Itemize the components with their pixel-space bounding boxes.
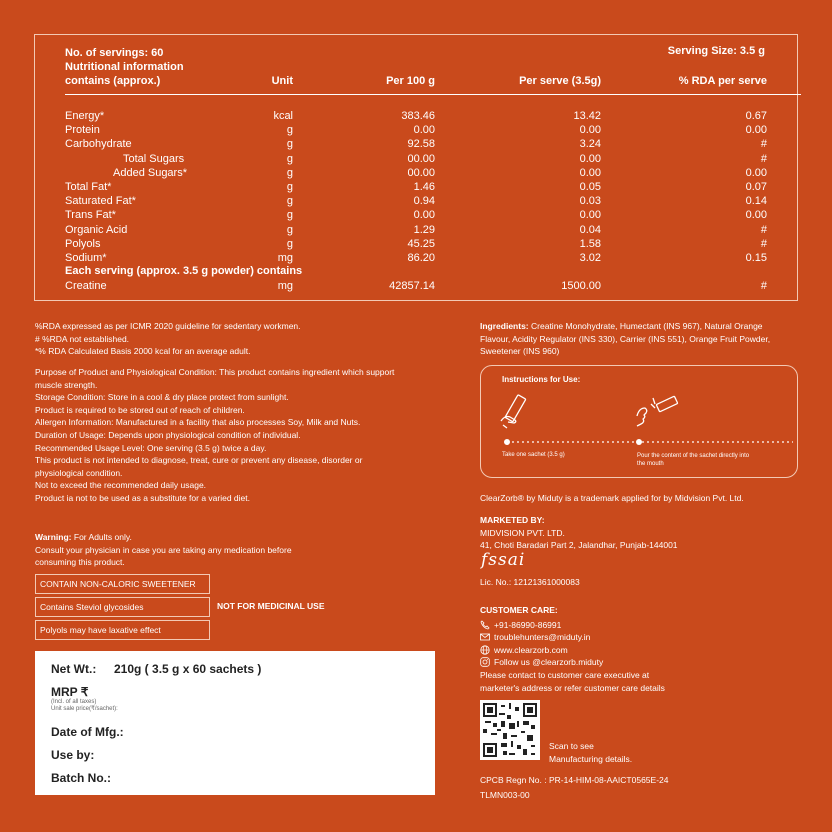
row-per100: 45.25	[407, 237, 435, 250]
instructions-box	[480, 365, 798, 478]
care-email[interactable]	[480, 631, 800, 644]
sachet-pour-icon	[633, 394, 683, 434]
row-unit: mg	[277, 252, 293, 264]
info-line: Allergen Information: Manufactured in a facility that also processes Soy, Milk and Nuts.	[35, 417, 361, 428]
row-per100: 0.94	[413, 195, 435, 208]
nutrition-row	[35, 208, 799, 222]
row-unit: g	[286, 152, 293, 165]
marketed-label: MARKETED BY:	[480, 515, 545, 525]
mfg-date-label: Date of Mfg.:	[51, 725, 124, 739]
row-perserve: 0.00	[579, 166, 601, 179]
care-contact-line: marketer's address or refer customer care details	[480, 682, 665, 693]
nutrition-table	[34, 34, 798, 301]
header-perserve: Per serve (3.5g)	[519, 75, 601, 87]
each-serving-heading: Each serving (approx. 3.5 g powder) contains	[65, 265, 303, 277]
row-name: Energy*	[65, 110, 105, 122]
steviol-box: Contains Steviol glycosides	[35, 597, 210, 617]
servings-count: No. of servings: 60	[65, 47, 164, 59]
row-name: Added Sugars*	[113, 166, 187, 179]
warning-text: For Adults only.	[71, 532, 132, 542]
header-per100: Per 100 g	[386, 75, 435, 87]
product-info	[35, 366, 455, 505]
row-name: Carbohydrate	[65, 138, 132, 151]
nutrition-row	[35, 223, 799, 237]
phone-icon	[480, 620, 490, 630]
info-line: Purpose of Product and Physiological Condition: This product contains ingredient which support	[35, 367, 395, 377]
row-unit: g	[286, 209, 293, 222]
row-per100: 1.29	[413, 223, 435, 236]
row-perserve: 0.05	[579, 181, 601, 193]
qr-icon	[483, 703, 537, 757]
sachet-hand-icon	[495, 391, 535, 431]
globe-icon	[480, 645, 490, 655]
rda-note: # %RDA not established.	[35, 333, 130, 344]
company-address: 41, Choti Baradari Part 2, Jalandhar, Punjab-144001	[480, 540, 678, 551]
row-name: Total Sugars	[123, 152, 185, 165]
row-name: Sodium*	[65, 252, 107, 264]
row-name: Trans Fat*	[65, 209, 116, 222]
row-rda: 0.00	[745, 124, 767, 137]
row-perserve: 3.02	[579, 252, 601, 264]
consult-line: Consult your physician in case you are taking any medication before	[35, 544, 292, 555]
row-perserve: 0.00	[579, 124, 601, 137]
row-unit: g	[286, 124, 293, 137]
step1-text: Take one sachet (3.5 g)	[502, 452, 565, 458]
row-name: Protein	[65, 124, 100, 137]
row-unit: kcal	[273, 110, 293, 122]
polyols-box: Polyols may have laxative effect	[35, 620, 210, 640]
qr-caption	[549, 740, 632, 765]
instructions-title: Instructions for Use:	[502, 375, 581, 384]
nutrition-row	[35, 194, 799, 208]
info-line: This product is not intended to diagnose, treat, cure or prevent any disease, disorder or	[35, 455, 363, 466]
ingredients-label: Ingredients:	[480, 321, 529, 331]
ingredients-line: Creatine Monohydrate, Humectant (INS 967), Natural Orange	[528, 321, 763, 331]
row-unit: mg	[277, 280, 293, 292]
row-unit: g	[286, 166, 293, 179]
nutrition-row	[35, 152, 799, 166]
row-rda: #	[760, 280, 767, 292]
info-line: Product ia not to be used as a substitute for a varied diet.	[35, 492, 250, 503]
row-unit: g	[286, 138, 293, 151]
row-perserve: 0.03	[579, 195, 601, 208]
license-number: Lic. No.: 12121361000083	[480, 577, 580, 587]
product-code: TLMN003-00	[480, 790, 530, 800]
row-rda: 0.67	[745, 110, 767, 122]
trademark-note: ClearZorb® by Miduty is a trademark applied for by Midvision Pvt. Ltd.	[480, 493, 744, 503]
nutrition-row	[35, 109, 799, 123]
info-line: muscle strength.	[35, 379, 98, 390]
serving-size: Serving Size: 3.5 g	[667, 45, 765, 57]
row-rda: #	[760, 237, 767, 250]
row-rda: 0.07	[745, 181, 767, 193]
info-line: Recommended Usage Level: One serving (3.5 g) twice a day.	[35, 442, 267, 453]
batch-label: Batch No.:	[51, 771, 111, 785]
row-unit: g	[286, 237, 293, 250]
creatine-row	[35, 279, 799, 293]
qr-caption-line: Manufacturing details.	[549, 753, 633, 764]
nutrition-row	[35, 180, 799, 194]
step2-line: Pour the content of the sachet directly into	[637, 453, 750, 459]
header-unit: Unit	[271, 75, 293, 87]
row-rda: 0.00	[745, 209, 767, 222]
row-unit: g	[286, 181, 293, 193]
row-per100: 0.00	[413, 209, 435, 222]
use-by-label: Use by:	[51, 748, 95, 762]
qr-caption-line: Scan to see	[549, 741, 594, 751]
nutrition-info-subheading: contains (approx.)	[65, 75, 161, 87]
ingredients-line: Flavour, Acidity Regulator (INS 330), Carrier (INS 551), Orange Fruit Powder,	[480, 333, 771, 344]
info-line: Not to exceed the recommended daily usage.	[35, 480, 207, 491]
row-per100: 383.46	[401, 110, 435, 122]
row-perserve: 0.04	[579, 223, 601, 236]
header-rda: % RDA per serve	[678, 75, 767, 87]
rda-note: %RDA expressed as per ICMR 2020 guideline for sedentary workmen.	[35, 321, 301, 331]
warning-label: Warning:	[35, 532, 72, 542]
row-per100: 00.00	[407, 166, 435, 179]
row-name: Organic Acid	[65, 223, 128, 236]
row-rda: 0.14	[745, 195, 767, 208]
row-perserve: 13.42	[573, 110, 601, 122]
row-name: Total Fat*	[65, 181, 112, 193]
nutrition-row	[35, 237, 799, 251]
row-perserve: 1500.00	[561, 280, 601, 292]
mail-icon	[480, 632, 490, 642]
phone-text: +91-86990-86991	[494, 619, 562, 630]
row-name: Saturated Fat*	[65, 195, 136, 208]
nutrition-row	[35, 166, 799, 180]
info-line: Storage Condition: Store in a cool & dry place protect from sunlight.	[35, 392, 289, 403]
row-rda: #	[760, 223, 767, 236]
nutrition-row	[35, 251, 799, 265]
fssai-logo: fssai	[481, 550, 526, 570]
care-phone[interactable]	[480, 619, 800, 632]
mrp-label: MRP ₹	[51, 685, 89, 699]
ingredients	[480, 320, 800, 358]
rda-note: *% RDA Calculated Basis 2000 kcal for an average adult.	[35, 346, 251, 357]
row-unit: g	[286, 195, 293, 208]
row-per100: 1.46	[413, 181, 435, 193]
company-name: MIDVISION PVT. LTD.	[480, 527, 565, 538]
row-rda: #	[760, 138, 767, 151]
warning-block	[35, 531, 455, 569]
step2-line: the mouth	[637, 461, 664, 467]
row-per100: 42857.14	[389, 280, 435, 292]
row-name: Creatine	[65, 280, 107, 292]
net-weight-label: Net Wt.:	[51, 662, 97, 676]
customer-care	[480, 604, 800, 694]
steps-timeline	[503, 438, 795, 446]
not-medicinal-label: NOT FOR MEDICINAL USE	[217, 601, 325, 611]
info-line: physiological condition.	[35, 467, 123, 478]
instagram-text: Follow us @clearzorb.miduty	[494, 657, 604, 668]
cpcb-registration: CPCB Regn No. : PR-14-HIM-08-AAICT0565E-24	[480, 775, 669, 785]
row-per100: 00.00	[407, 152, 435, 165]
info-line: Duration of Usage: Depends upon physiological condition of individual.	[35, 429, 301, 440]
ingredients-line: Sweetener (INS 960)	[480, 346, 560, 357]
web-text: www.clearzorb.com	[494, 644, 568, 655]
net-weight-panel	[35, 651, 435, 795]
rda-notes	[35, 320, 455, 358]
marketed-by	[480, 514, 800, 552]
nutrition-row	[35, 123, 799, 137]
instagram-icon	[480, 657, 490, 667]
step2-text	[637, 452, 749, 468]
row-unit: g	[286, 223, 293, 236]
row-per100: 86.20	[407, 252, 435, 264]
info-line: Product is required to be stored out of reach of children.	[35, 404, 245, 415]
unit-price-note: Unit sale price(₹/sachet):	[51, 706, 118, 712]
header-divider	[65, 94, 801, 95]
row-per100: 92.58	[407, 138, 435, 151]
net-weight-value: 210g ( 3.5 g x 60 sachets )	[114, 662, 262, 676]
consult-line: consuming this product.	[35, 557, 125, 568]
nutrition-info-heading: Nutritional information	[65, 61, 184, 73]
sweetener-box: CONTAIN NON-CALORIC SWEETENER	[35, 574, 210, 594]
row-name: Polyols	[65, 237, 101, 250]
nutrition-row	[35, 137, 799, 151]
row-perserve: 3.24	[579, 138, 601, 151]
row-perserve: 1.58	[579, 237, 601, 250]
care-contact-line: Please contact to customer care executive at	[480, 669, 650, 680]
row-perserve: 0.00	[579, 152, 601, 165]
row-rda: 0.00	[745, 166, 767, 179]
row-rda: #	[760, 152, 767, 165]
care-label: CUSTOMER CARE:	[480, 605, 558, 615]
care-instagram[interactable]	[480, 656, 800, 669]
qr-code[interactable]	[480, 700, 540, 760]
care-web[interactable]	[480, 644, 800, 657]
email-text: troublehunters@miduty.in	[494, 632, 591, 643]
row-per100: 0.00	[413, 124, 435, 137]
incl-tax-note: (Incl. of all taxes)	[51, 699, 97, 705]
row-perserve: 0.00	[579, 209, 601, 222]
row-rda: 0.15	[745, 252, 767, 264]
